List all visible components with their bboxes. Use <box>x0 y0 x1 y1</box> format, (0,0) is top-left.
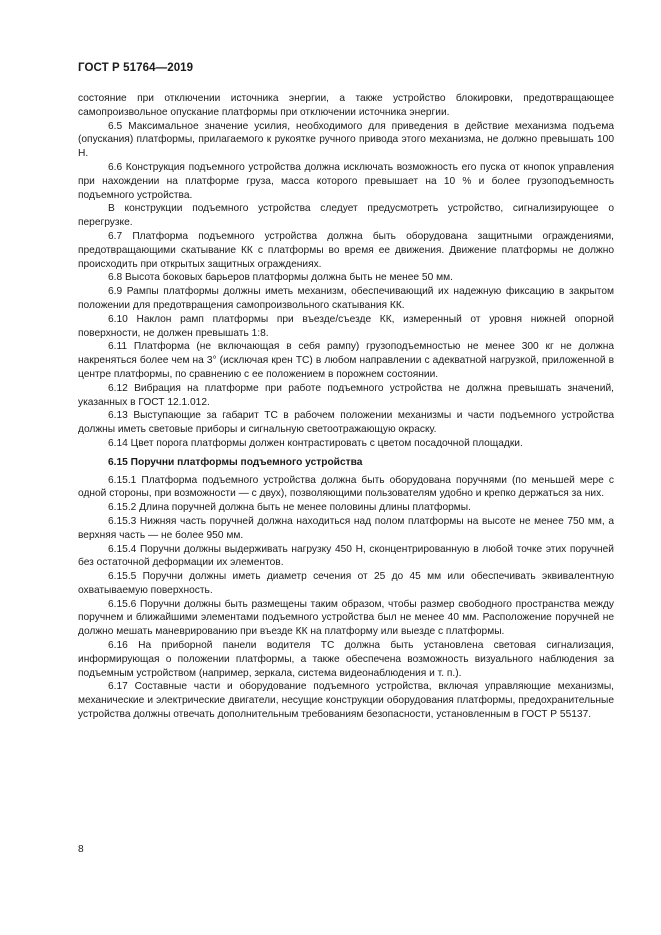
clause-6-7: 6.7 Платформа подъемного устройства должна быть оборудована защитными ограждениями, предотвращающими скатывание КК с платформы во время ее движения. Движение платформы не должно происходить при открытых защитных ограждениях. <box>78 230 614 270</box>
clause-6-16: 6.16 На приборной панели водителя ТС должна быть установлена световая сигнализация, информирующая о положении платформы, а также обеспечена возможность визуального наблюдения за подъемным устройством (например, зеркала, система видеонаблюдения и т. п.). <box>78 640 614 679</box>
paragraph-continuation: состояние при отключении источника энергии, а также устройство блокировки, предотвращающее самопроизвольное опускание платформы при отключении источника энергии. <box>78 93 614 118</box>
clause-6-15-6: 6.15.6 Поручни должны быть размещены таким образом, чтобы размер свободного пространства между поручнем и ближайшими элементами подъемного устройства был не менее 40 мм. Расположение поручней не должно мешать маневрированию при въезде КК на платформу или выезде с платформы. <box>78 598 614 638</box>
page-number: 8 <box>78 844 84 855</box>
clause-6-13: 6.13 Выступающие за габарит ТС в рабочем положении механизмы и части подъемного устройства должны иметь световые приборы и сигнальную светоотражающую окраску. <box>78 410 614 436</box>
clause-6-9: 6.9 Рампы платформы должны иметь механизм, обеспечивающий их надежную фиксацию в закрытом положении для предотвращения самопроизвольного скатывания КК. <box>78 286 614 311</box>
clause-6-6: 6.6 Конструкция подъемного устройства должна исключать возможность его пуска от кнопок управления при нахождении на платформе груза, масса которого превышает на 10 % и более грузоподъемность подъемного устройства. <box>78 161 614 201</box>
clause-6-15-2: 6.15.2 Длина поручней должна быть не менее половины длины платформы. <box>108 502 471 514</box>
clause-6-11: 6.11 Платформа (не включающая в себя рампу) грузоподъемностью не менее 300 кг не должна накреняться более чем на 3° (исключая крен ТС) в любом направлении с адекватной нагрузкой, приложенной в центре платформы, по сравнению с ее положением в порожнем состоянии. <box>78 341 614 380</box>
clause-6-5: 6.5 Максимальное значение усилия, необходимого для приведения в действие механизма подъема (опускания) платформы, прилагаемого к рукоятке ручного привода этого механизма, не должно превышать 100 Н. <box>78 120 614 160</box>
clause-6-14: 6.14 Цвет порога платформы должен контрастировать с цветом посадочной площадки. <box>108 437 523 449</box>
section-heading: 6.15 Поручни платформы подъемного устройства <box>108 456 363 468</box>
document-body <box>78 92 614 722</box>
clause-6-6-note: В конструкции подъемного устройства следует предусмотреть устройство, сигнализирующее о перегрузке. <box>78 203 614 229</box>
clause-6-15-5: 6.15.5 Поручни должны иметь диаметр сечения от 25 до 45 мм или обеспечивать эквивалентную охватываемую поверхность. <box>78 571 614 596</box>
document-header: ГОСТ Р 51764—2019 <box>78 62 194 74</box>
clause-6-15-1: 6.15.1 Платформа подъемного устройства должна быть оборудована поручнями (по меньшей мере с одной стороны, при возможности — с двух), позволяющими пользователям удобно и крепко держаться за них. <box>78 474 614 500</box>
clause-6-15-4: 6.15.4 Поручни должны выдерживать нагрузку 450 Н, сконцентрированную в любой точке этих поручней без остаточной деформации их элементов. <box>78 543 614 569</box>
clause-6-10: 6.10 Наклон рамп платформы при въезде/съезде КК, измеренный от уровня нижней опорной поверхности, не должен превышать 1:8. <box>78 313 614 339</box>
clause-6-8: 6.8 Высота боковых барьеров платформы должна быть не менее 50 мм. <box>108 272 453 284</box>
clause-6-12: 6.12 Вибрация на платформе при работе подъемного устройства не должна превышать значений, указанных в ГОСТ 12.1.012. <box>78 382 614 408</box>
clause-6-15-3: 6.15.3 Нижняя часть поручней должна находиться над полом платформы на высоте не менее 750 мм, а верхняя часть — не более 950 мм. <box>78 515 614 541</box>
clause-6-17: 6.17 Составные части и оборудование подъемного устройства, включая управляющие механизмы, механические и электрические двигатели, несущие конструкции оборудования платформы, предохранительные устройства должны отвечать дополнительным требованиям безопасности, установленным в ГОСТ Р 55137. <box>78 681 614 721</box>
